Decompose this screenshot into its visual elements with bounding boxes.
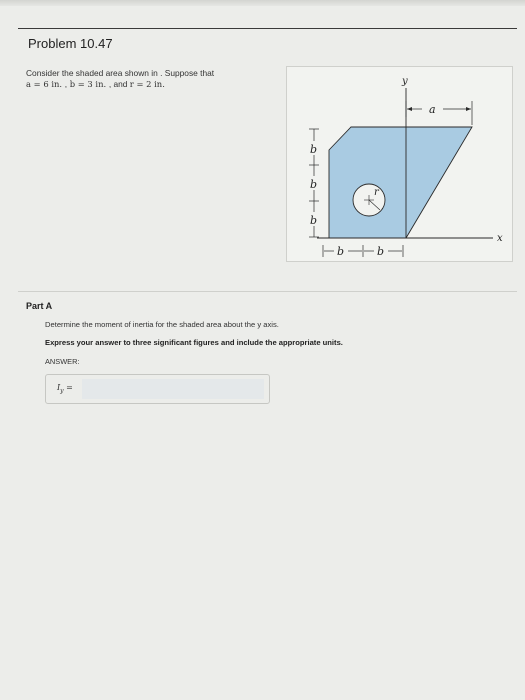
answer-label: ANSWER: [45,357,80,366]
header-rule [18,28,517,29]
r-value: r = 2 in. [129,79,165,89]
top-strip [0,0,525,6]
prompt-sep-1: , [64,79,68,89]
section-rule [18,291,517,292]
circle-radius-line [369,200,380,210]
figure-panel [286,66,513,262]
answer-input[interactable] [82,379,264,399]
problem-title: Problem 10.47 [28,36,113,51]
a-value: a = 6 in. [26,79,65,89]
answer-var-symbol: I [57,383,61,392]
prompt-line-1: Consider the shaded area shown in . Suppose that [26,68,215,78]
b-horiz-label-2: b [377,245,385,258]
y-axis-label: y [402,76,408,87]
part-a-instruction: Express your answer to three significant figures and include the appropriate units. [45,338,343,347]
answer-box [45,374,270,404]
b-horiz-label-1: b [337,245,345,258]
radius-label: r [374,187,379,198]
part-a-question: Determine the moment of inertia for the shaded area about the y axis. [45,320,279,329]
prompt-sep-2: , and [108,79,130,89]
part-a-label: Part A [26,301,53,311]
a-dim-arrow-right [466,107,471,111]
shaded-area-figure [287,67,512,261]
b-vert-label-3: b [310,214,318,227]
a-dim-arrow-left [407,107,412,111]
answer-variable [57,383,73,395]
prompt-line-2 [26,79,276,90]
shaded-area [329,127,472,238]
a-dim-label: a [429,103,436,116]
answer-var-subscript: y [60,387,64,395]
b-vert-label-2: b [310,178,318,191]
b-vert-label-1: b [310,143,318,156]
x-axis-label: x [497,233,503,244]
problem-prompt [26,68,276,90]
b-value: b = 3 in. [67,79,109,89]
answer-equals: = [63,383,73,392]
